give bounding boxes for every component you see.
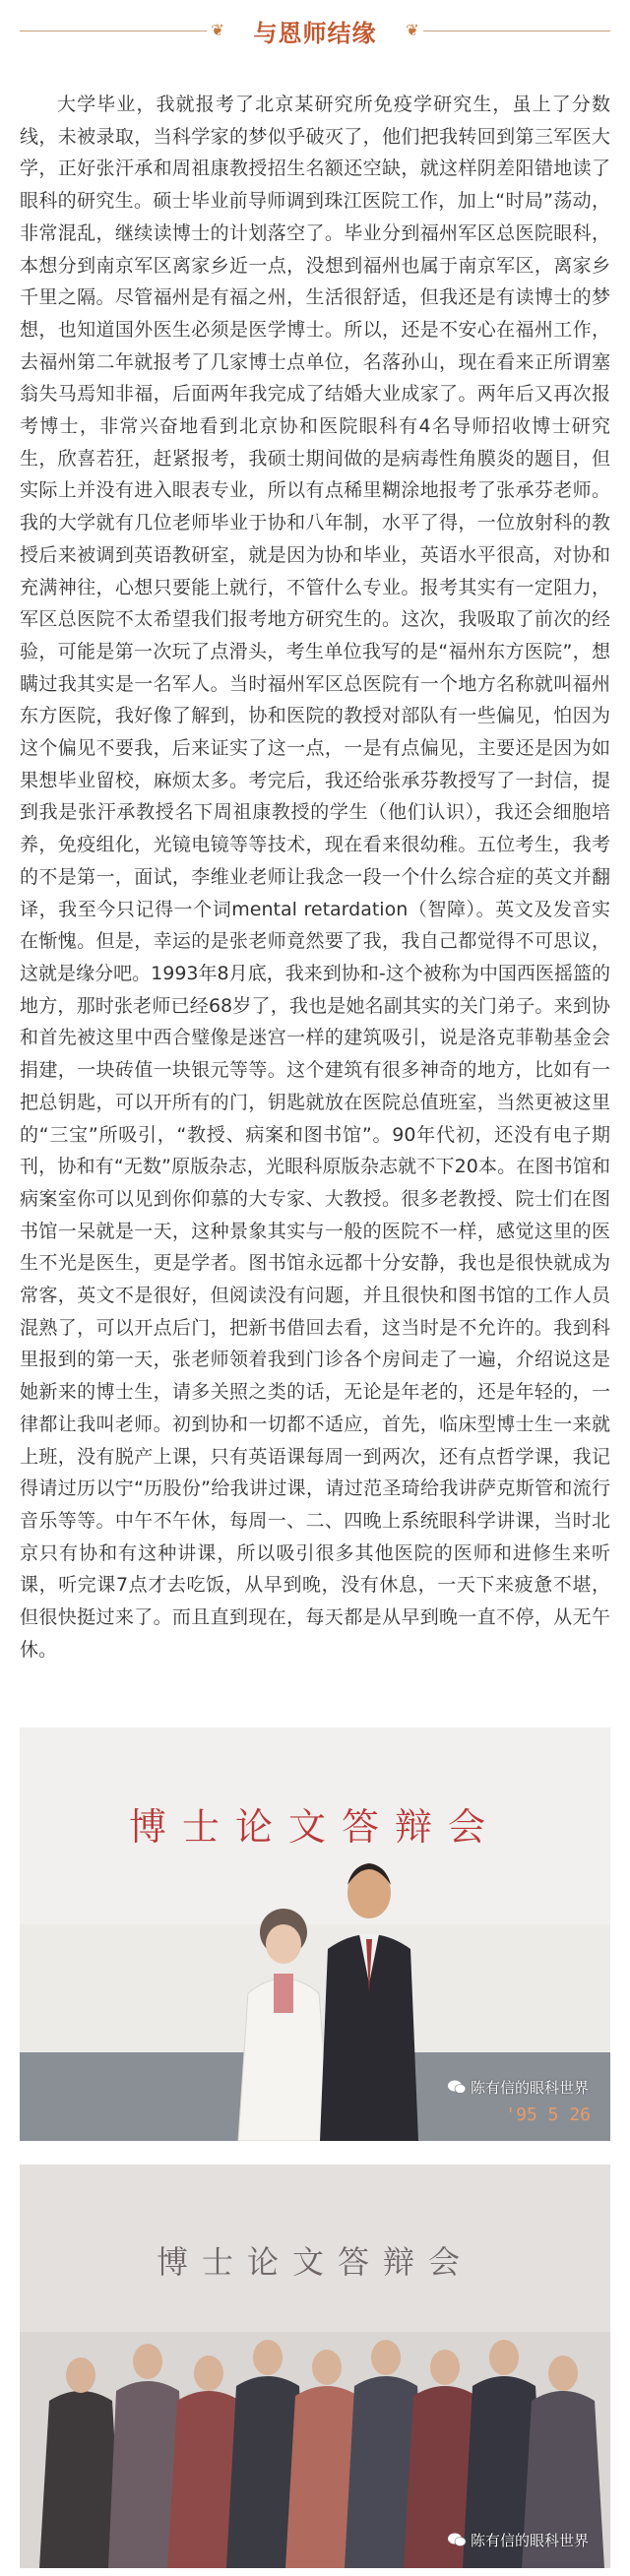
photo-defense-with-advisor [20, 1728, 610, 2141]
photo-scene-2 [20, 2165, 610, 2568]
article-title: 与恩师结缘 [253, 20, 377, 47]
watermark-text: 陈有信的眼科世界 [470, 2532, 589, 2549]
photo-watermark [447, 2077, 589, 2098]
date-stamp: '95 5 26 [505, 2105, 591, 2125]
watermark-text: 陈有信的眼科世界 [470, 2079, 589, 2097]
flourish-icon: ❦ [406, 21, 419, 39]
article-header [0, 0, 630, 63]
photo-watermark [447, 2530, 589, 2550]
photo-banner: 博士论文答辩会 [128, 1805, 501, 1849]
wechat-icon [447, 2532, 467, 2547]
flourish-icon: ❦ [211, 21, 224, 39]
wechat-icon [447, 2079, 467, 2095]
photo-defense-group [20, 2165, 610, 2568]
article-body: 大学毕业，我就报考了北京某研究所免疫学研究生，虽上了分数线，未被录取，当科学家的梦似乎破灭了，他们把我转回到第三军医大学，正好张汗承和周祖康教授招生名额还空缺，就这样阴差阳错地读了眼科的研究生。硕士毕业前导师调到珠江医院工作，加上“时局”荡动，非常混乱，继续读博士的计划落空了。毕业分到福州军区总医院眼科，本想分到南京军区离家乡近一点，没想到福州也属于南京军区，离家乡千里之隔。尽管福州是有福之州，生活很舒适，但我还是有读博士的梦想，也知道国外医生必须是医学博士。所以，还是不安心在福州工作，去福州第二年就报考了几家博士点单位，名落孙山，现在看来正所谓塞翁失马焉知非福，后面两年我完成了结婚大业成家了。两年后又再次报考博士，非常兴奋地看到北京协和医院眼科有4名导师招收博士研究生，欣喜若狂，赶紧报考，我硕士期间做的是病毒性角膜炎的题目，但实际上并没有进入眼表专业，所以有点稀里糊涂地报考了张承芬老师。我的大学就有几位老师毕业于协和八年制，水平了得，一位放射科的教授后来被调到英语教研室，就是因为协和毕业，英语水平很高，对协和充满神往，心想只要能上就行，不管什么专业。报考其实有一定阻力，军区总医院不太希望我们报考地方研究生的。这次，我吸取了前次的经验，可能是第一次玩了点滑头，考生单位我写的是“福州东方医院”，想瞒过我其实是一名军人。当时福州军区总医院有一个地方名称就叫福州东方医院，我好像了解到，协和医院的教授对部队有一些偏见，怕因为这个偏见不要我，后来证实了这一点，一是有点偏见，主要还是因为如果想毕业留校，麻烦太多。考完后，我还给张承芬教授写了一封信，提到我是张汗承教授名下周祖康教授的学生（他们认识），我还会细胞培养，免疫组化，光镜电镜等等技术，现在看来很幼稚。五位考生，我考的不是第一，面试，李维业老师让我念一段一个什么综合症的英文并翻译，我至今只记得一个词mental retardation（智障）。英文及发音实在惭愧。但是，幸运的是张老师竟然要了我，我自己都觉得不可思议，这就是缘分吧。1993年8月底，我来到协和-这个被称为中国西医摇篮的地方，那时张老师已经68岁了，我也是她名副其实的关门弟子。来到协和首先被这里中西合璧像是迷宫一样的建筑吸引，说是洛克菲勒基金会捐建，一块砖值一块银元等等。这个建筑有很多神奇的地方，比如有一把总钥匙，可以开所有的门，钥匙就放在医院总值班室，当然更被这里的“三宝”所吸引，“教授、病案和图书馆”。90年代初，还没有电子期刊，协和有“无数”原版杂志，光眼科原版杂志就不下20本。在图书馆和病案室你可以见到你仰慕的大专家、大教授。很多老教授、院士们在图书馆一呆就是一天，这种景象其实与一般的医院不一样，感觉这里的医生不光是医生，更是学者。图书馆永远都十分安静，我也是很快就成为常客，英文不是很好，但阅读没有问题，并且很快和图书馆的工作人员混熟了，可以开点后门，把新书借回去看，这当时是不允许的。我到科里报到的第一天，张老师领着我到门诊各个房间走了一遍，介绍说这是她新来的博士生，请多关照之类的话，无论是年老的，还是年轻的，一律都让我叫老师。初到协和一切都不适应，首先，临床型博士生一来就上班，没有脱产上课，只有英语课每周一到两次，还有点哲学课，我记得请过历以宁“历股份”给我讲过课，请过范圣琦给我讲萨克斯管和流行音乐等等。中午不午休，每周一、二、四晚上系统眼科学讲课，当时北京只有协和有这种讲课，所以吸引很多其他医院的医师和进修生来听课，听完课7点才去吃饭，从早到晚，没有休息，一天下来疲惫不堪，但很快挺过来了。而且直到现在，每天都是从早到晚一直不停，从无午休。 [20, 94, 610, 1661]
photo-banner: 博士论文答辩会 [156, 2243, 473, 2281]
